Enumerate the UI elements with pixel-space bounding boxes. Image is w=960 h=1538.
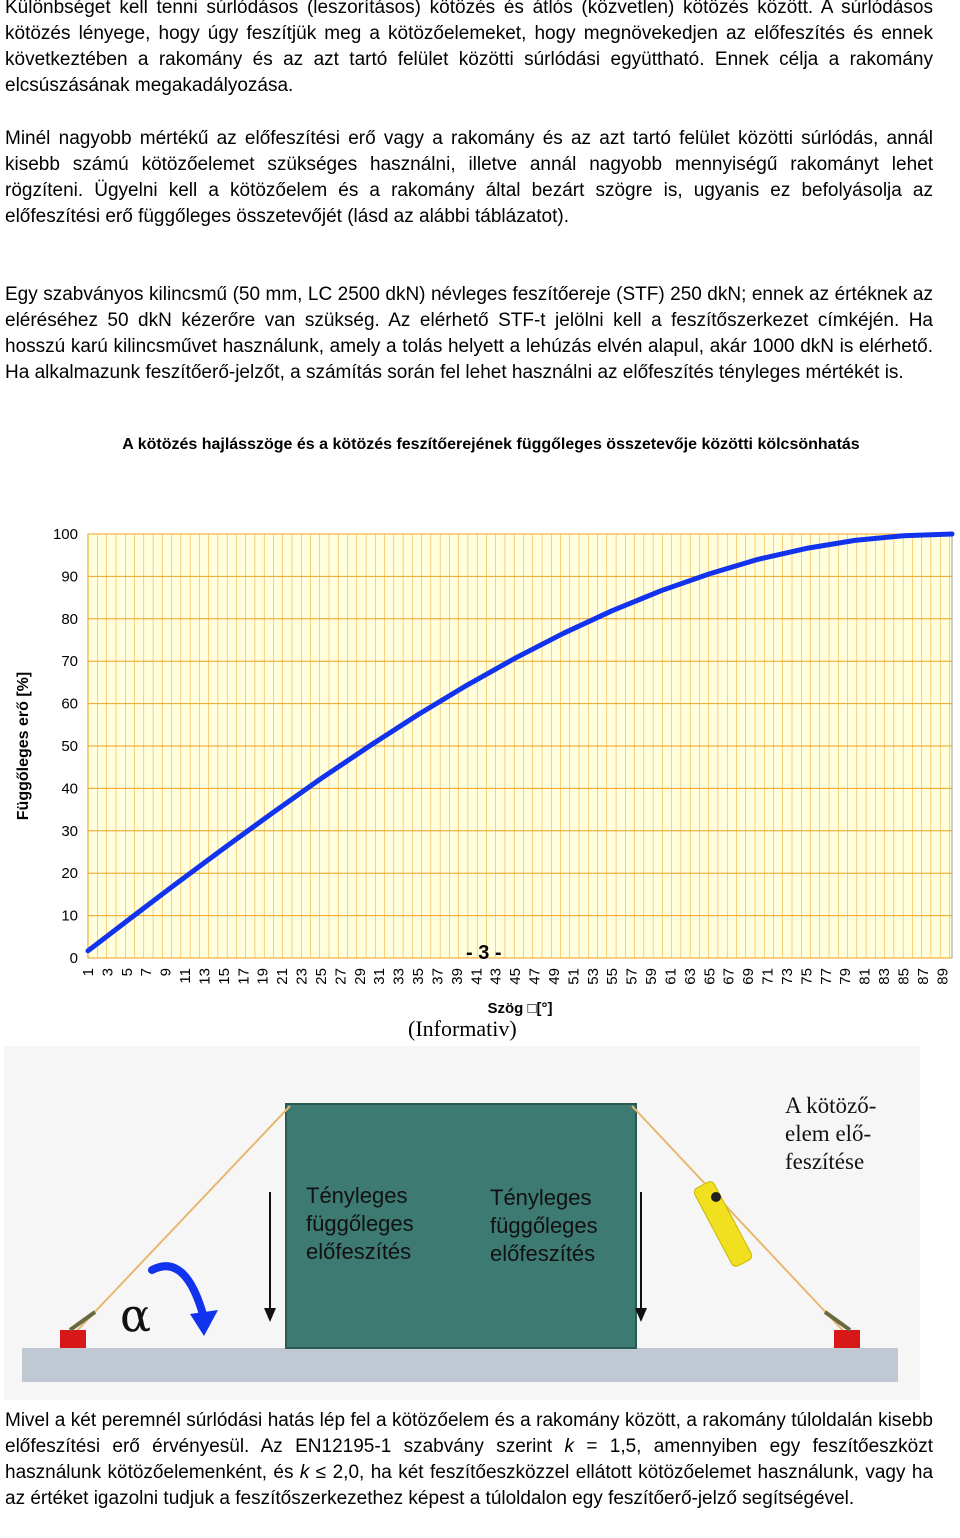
x-tick-13: 13: [196, 968, 214, 985]
y-tick-100: 100: [52, 526, 78, 543]
x-tick-61: 61: [662, 968, 680, 985]
x-tick-63: 63: [681, 968, 699, 985]
page-number: - 3 -: [466, 942, 502, 964]
tension-note: A kötöző- elem elő- feszítése: [785, 1093, 877, 1174]
x-tick-19: 19: [254, 968, 272, 985]
x-tick-39: 39: [448, 968, 466, 985]
x-tick-21: 21: [274, 968, 292, 985]
x-tick-51: 51: [565, 968, 583, 985]
intro-paragraph: Különbséget kell tenni súrlódásos (leszorításos) kötözés és átlós (közvetlen) kötözés között. A súrlódásos kötözés lényege, hogy úgy feszítjük meg a kötözőelemeket, hogy megnövekedjen az előfeszítés és ennek következtében a rakomány és az azt tartó felület közötti súrlódási együttható. Ennek célja a rakomány elcsúszásának megakadályozása.: [5, 0, 933, 96]
y-tick-70: 70: [61, 653, 78, 671]
y-tick-10: 10: [61, 907, 78, 925]
floor-surface: [22, 1348, 898, 1382]
x-tick-73: 73: [778, 968, 796, 985]
label-left: Tényleges függőleges előfeszítés: [306, 1183, 414, 1264]
x-tick-9: 9: [157, 968, 175, 977]
y-tick-80: 80: [61, 610, 78, 628]
x-tick-31: 31: [371, 968, 389, 985]
x-tick-7: 7: [138, 968, 156, 977]
y-tick-90: 90: [61, 568, 78, 586]
y-tick-0: 0: [69, 950, 78, 967]
x-tick-77: 77: [817, 968, 835, 985]
x-tick-55: 55: [604, 968, 622, 985]
conclusion-paragraph: Mivel a két peremnél súrlódási hatás lép fel a kötözőelem és a rakomány között, a rakomány túloldalán kisebb előfeszítési erő érvényesül. Az EN12195-1 szabvány szerint k = 1,5, amennyiben egy feszítőeszközt használunk kötözőelemenként, és k ≤ 2,0, ha két feszítőeszközzel ellátott kötözőelemet használunk, vagy ha az értéket igazolni tudjuk a feszítőszerkezethez képest a túloldalon egy feszítőerő-jelző segítségével.: [5, 1410, 934, 1509]
x-tick-1: 1: [80, 968, 97, 977]
y-tick-40: 40: [61, 780, 78, 798]
x-tick-59: 59: [643, 968, 661, 985]
x-axis-label: Szög □[°]: [487, 1000, 553, 1017]
informativ-label: (Informativ): [408, 1016, 517, 1041]
x-tick-5: 5: [118, 968, 136, 977]
alpha-symbol: α: [120, 1288, 152, 1342]
ratchet-paragraph: Egy szabványos kilincsmű (50 mm, LC 2500 dkN) névleges feszítőereje (STF) 250 dkN; ennek az értéknek az eléréséhez 50 dkN kézerőre van szükség. Az elérhető STF-t jelölni kell a feszítőszerkezet címkéjén. Ha hosszú karú kilincsművet használunk, amely a tolás helyett a lehúzás elvén alapul, akár 1000 dkN is elérhető. Ha alkalmazunk feszítőerő-jelzőt, a számítás során fel lehet használni az előfeszítés tényleges mértékét is.: [5, 284, 933, 383]
x-tick-45: 45: [507, 968, 525, 985]
x-tick-67: 67: [720, 968, 738, 985]
y-axis-label: Függőleges erő [%]: [15, 671, 32, 821]
x-tick-15: 15: [215, 968, 233, 985]
x-tick-81: 81: [856, 968, 874, 985]
x-tick-49: 49: [545, 968, 563, 985]
x-tick-27: 27: [332, 968, 350, 985]
x-tick-75: 75: [798, 968, 816, 985]
chart-title: A kötözés hajlásszöge és a kötözés feszítőerejének függőleges összetevője közötti kölcsönhatás: [122, 436, 860, 453]
y-tick-20: 20: [61, 865, 78, 883]
x-tick-33: 33: [390, 968, 408, 985]
x-tick-57: 57: [623, 968, 641, 985]
x-tick-25: 25: [312, 968, 330, 985]
x-tick-35: 35: [410, 968, 428, 985]
x-tick-41: 41: [468, 968, 486, 985]
x-tick-65: 65: [701, 968, 719, 985]
x-tick-83: 83: [876, 968, 894, 985]
angle-paragraph: Minél nagyobb mértékű az előfeszítési erő vagy a rakomány és az azt tartó felület közötti súrlódás, annál kisebb számú kötözőelemet szükséges használni, illetve annál nagyobb mennyiségű rakományt lehet rögzíteni. Ügyelni kell a kötözőelem és a rakomány által bezárt szögre is, ugyanis ez befolyásolja az előfeszítési erő függőleges összetevőjét (lásd az alábbi táblázatot).: [5, 128, 933, 227]
x-tick-71: 71: [759, 968, 777, 985]
x-tick-85: 85: [895, 968, 913, 985]
x-tick-3: 3: [99, 968, 117, 977]
x-tick-47: 47: [526, 968, 544, 985]
x-tick-53: 53: [584, 968, 602, 985]
x-tick-79: 79: [837, 968, 855, 985]
x-tick-89: 89: [934, 968, 952, 985]
x-tick-29: 29: [351, 968, 369, 985]
x-tick-11: 11: [177, 968, 195, 984]
x-tick-37: 37: [429, 968, 447, 985]
x-tick-23: 23: [293, 968, 311, 985]
x-tick-43: 43: [487, 968, 505, 985]
label-right: Tényleges függőleges előfeszítés: [490, 1185, 598, 1266]
y-tick-30: 30: [61, 822, 78, 840]
x-tick-87: 87: [914, 968, 932, 985]
y-tick-50: 50: [61, 738, 78, 755]
x-tick-17: 17: [235, 968, 253, 985]
x-tick-69: 69: [740, 968, 758, 985]
y-tick-60: 60: [61, 695, 78, 713]
